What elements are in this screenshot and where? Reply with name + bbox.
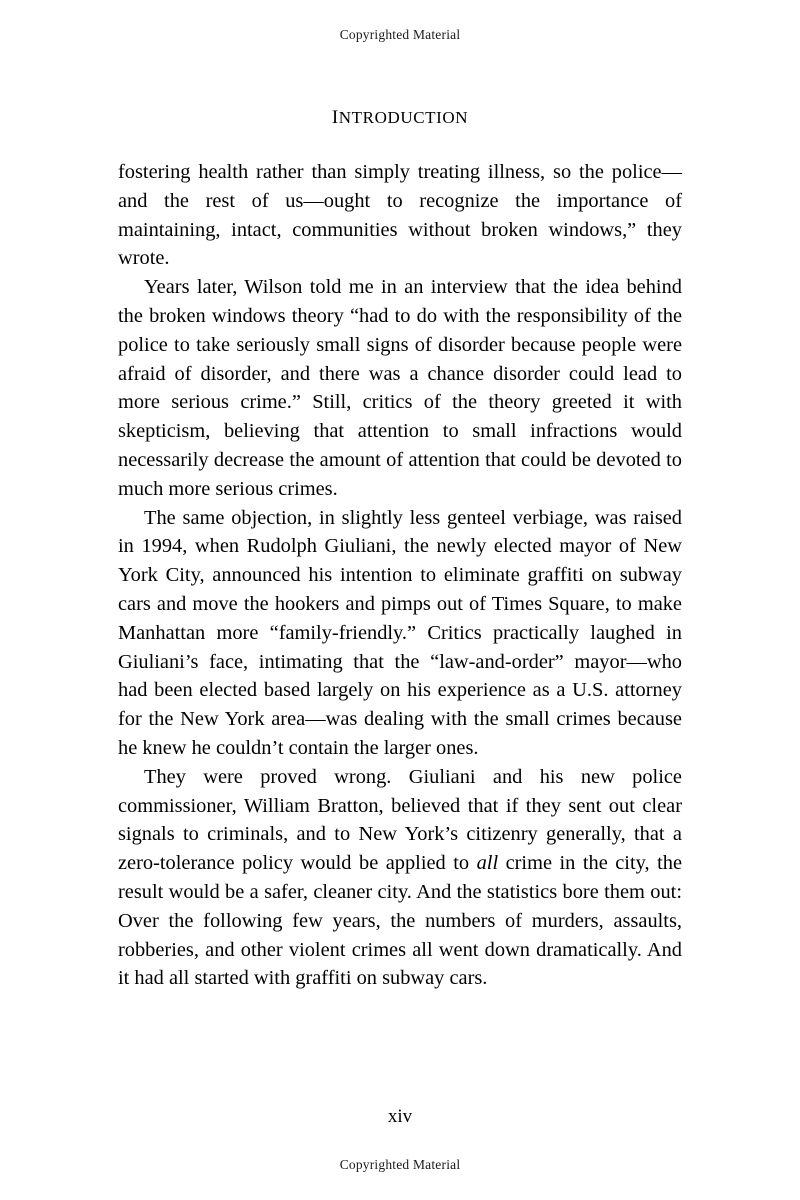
running-head-first-letter: I — [331, 107, 339, 128]
paragraph-4-part-2: crime in the city, the result would be a safer, cleaner city. And the statistics bore them out: Over the following few years, the numbers of murders, assaults, robberies, and other violent crimes all went down dramatically. And it had all started with graffiti on subway cars. — [118, 852, 682, 990]
running-head-rest: NTRODUCTION — [338, 108, 469, 127]
page-number: xiv — [387, 1106, 413, 1127]
body-text — [118, 158, 682, 993]
copyright-watermark-top: Copyrighted Material — [339, 27, 461, 42]
running-head — [0, 107, 800, 129]
paragraph-2: Years later, Wilson told me in an interview that the idea behind the broken windows theory “had to do with the responsibility of the police to take seriously small signs of disorder because people were afraid of disorder, and there was a chance disorder could lead to more serious crime.” Still, critics of the theory greeted it with skepticism, believing that attention to small infractions would necessarily decrease the amount of attention that could be devoted to much more serious crimes. — [118, 276, 682, 500]
copyright-watermark-bottom: Copyrighted Material — [339, 1157, 461, 1172]
paragraph-4 — [118, 763, 682, 993]
paragraph-1: fostering health rather than simply treating illness, so the police—and the rest of us—ought to recognize the importance of maintaining, intact, communities without broken windows,” they wrote. — [118, 161, 682, 270]
paragraph-4-part-1: They were proved wrong. Giuliani and his new police commissioner, William Bratton, believed that if they sent out clear signals to criminals, and to New York’s citizenry generally, that a zero-tolerance policy would be applied to — [118, 765, 682, 875]
paragraph-4-emphasis: all — [476, 852, 499, 875]
paragraph-3: The same objection, in slightly less genteel verbiage, was raised in 1994, when Rudolph Giuliani, the newly elected mayor of New York City, announced his intention to eliminate graffiti on subway cars and move the hookers and pimps out of Times Square, to make Manhattan more “family-friendly.” Critics practically laughed in Giuliani’s face, intimating that the “law-and-order” mayor—who had been elected based largely on his experience as a U.S. attorney for the New York area—was dealing with the small crimes because he knew he couldn’t contain the larger ones. — [118, 506, 682, 759]
